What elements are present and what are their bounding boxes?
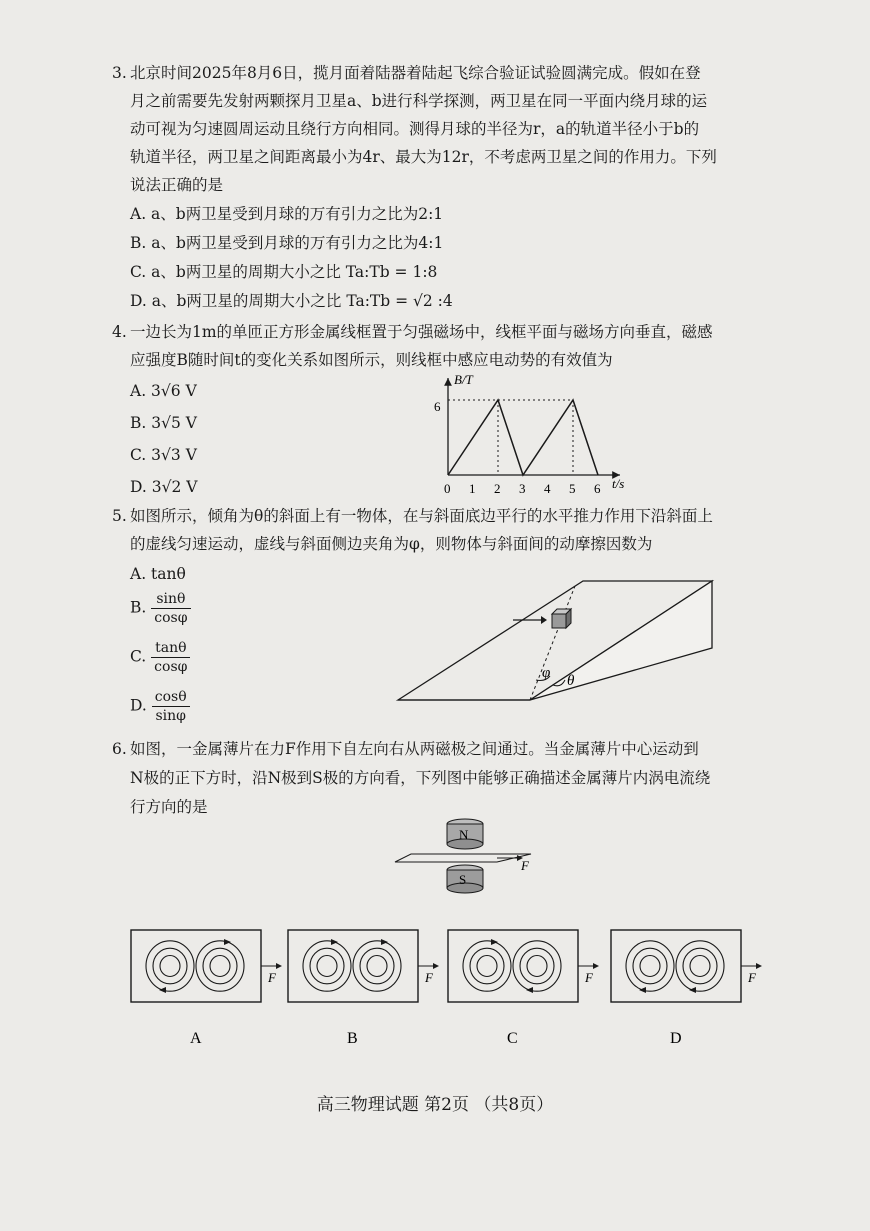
q4-stem-line-2: 应强度B随时间t的变化关系如图所示，则线框中感应电动势的有效值为 [130, 351, 613, 369]
eddy-choice-b [287, 928, 447, 1058]
q5-option-b-fraction [151, 590, 190, 627]
n-pole-label: N [459, 827, 469, 842]
b-t-graph [434, 370, 640, 500]
q5-option-b-denominator: cosφ [154, 610, 188, 626]
current-direction-arrow [159, 987, 166, 993]
page-footer: 高三物理试题 第2页 （共8页） [316, 1095, 554, 1115]
eddy-loop [367, 956, 387, 977]
x-tick-label: 2 [494, 481, 501, 496]
eddy-loop [520, 948, 554, 984]
q4-stem-line-1: 一边长为1m的单匝正方形金属线框置于匀强磁场中，线框平面与磁场方向垂直，磁感 [130, 323, 713, 341]
y-tick-label: 6 [434, 399, 441, 414]
q5-option-d-letter: D. [130, 696, 147, 715]
q5-option-c-fraction [151, 639, 190, 676]
b-t-series-line [448, 400, 598, 475]
q3-option-d: D. a、b两卫星的周期大小之比 Ta:Tb = √2 :4 [130, 292, 453, 310]
eddy-loop [633, 948, 667, 984]
q3-stem-line-3: 动可视为匀速圆周运动且绕行方向相同。测得月球的半径为r，a的轨道半径小于b的 [130, 120, 700, 138]
x-tick-label: 5 [569, 481, 576, 496]
current-direction-arrow [331, 939, 338, 945]
eddy-loop [690, 956, 710, 977]
q5-number: 5. [112, 507, 127, 525]
eddy-choice-d [610, 928, 770, 1058]
eddy-loop [210, 956, 230, 977]
current-direction-arrow [639, 987, 646, 993]
eddy-loop [683, 948, 717, 984]
force-label: F [521, 858, 529, 873]
choice-label: D [670, 1030, 682, 1047]
phi-label: φ [542, 665, 551, 681]
q4-option-c: C. 3√3 V [130, 446, 197, 464]
x-tick-label: 3 [519, 481, 526, 496]
q3-stem-line-4: 轨道半径，两卫星之间距离最小为4r、最大为12r，不考虑两卫星之间的作用力。下列 [130, 148, 717, 166]
eddy-loop [477, 956, 497, 977]
q5-option-c-denominator: cosφ [154, 659, 188, 675]
x-tick-label: 1 [469, 481, 476, 496]
eddy-choice-c [447, 928, 607, 1058]
force-label: F [268, 970, 276, 985]
q3-stem-line-2: 月之前需要先发射两颗探月卫星a、b进行科学探测，两卫星在同一平面内绕月球的运 [130, 92, 708, 110]
q3-option-a: A. a、b两卫星受到月球的万有引力之比为2:1 [130, 205, 444, 223]
current-direction-arrow [689, 987, 696, 993]
eddy-loop [203, 948, 237, 984]
eddy-loop [310, 948, 344, 984]
q5-option-b [130, 590, 191, 627]
x-tick-label: 4 [544, 481, 551, 496]
eddy-loop [360, 948, 394, 984]
s-pole-label: S [459, 872, 467, 887]
current-direction-arrow [526, 987, 533, 993]
current-direction-arrow [224, 939, 231, 945]
q5-option-c-letter: C. [130, 647, 147, 666]
eddy-loop [160, 956, 180, 977]
choice-label: C [507, 1030, 518, 1047]
q5-option-b-numerator: sinθ [151, 590, 190, 609]
q5-option-d-denominator: sinφ [155, 708, 186, 724]
q5-option-c-numerator: tanθ [151, 639, 190, 658]
q6-stem-line-3: 行方向的是 [130, 798, 208, 816]
q3-option-b: B. a、b两卫星受到月球的万有引力之比为4:1 [130, 234, 444, 252]
eddy-loop [640, 956, 660, 977]
q5-option-d-numerator: cosθ [152, 688, 190, 707]
q3-option-c: C. a、b两卫星的周期大小之比 Ta:Tb = 1:8 [130, 263, 438, 281]
block [552, 609, 571, 628]
current-direction-arrow [491, 939, 498, 945]
q6-stem-line-1: 如图，一金属薄片在力F作用下自左向右从两磁极之间通过。当金属薄片中心运动到 [130, 740, 699, 758]
q6-number: 6. [112, 740, 127, 758]
force-label: F [425, 970, 433, 985]
eddy-loop [317, 956, 337, 977]
eddy-loop [153, 948, 187, 984]
q4-number: 4. [112, 323, 127, 341]
eddy-loop [527, 956, 547, 977]
q5-option-b-letter: B. [130, 598, 147, 617]
q4-option-a: A. 3√6 V [130, 382, 197, 400]
magnet-figure [393, 822, 553, 897]
incline-side-face [530, 581, 712, 700]
x-tick-label: 6 [594, 481, 601, 496]
theta-label: θ [567, 673, 575, 689]
choice-label: B [347, 1030, 358, 1047]
x-tick-label: 0 [444, 481, 451, 496]
q3-stem-line-5: 说法正确的是 [130, 176, 224, 194]
q4-option-b: B. 3√5 V [130, 414, 197, 432]
b-axis-label: B/T [454, 372, 473, 387]
q5-option-c [130, 639, 190, 676]
q5-option-d-fraction [152, 688, 190, 725]
q5-stem-line-2: 的虚线匀速运动，虚线与斜面侧边夹角为φ，则物体与斜面间的动摩擦因数为 [130, 535, 653, 553]
q5-stem-line-1: 如图所示，倾角为θ的斜面上有一物体，在与斜面底边平行的水平推力作用下沿斜面上 [130, 507, 713, 525]
t-axis-label: t/s [612, 476, 625, 491]
incline-figure [395, 578, 725, 708]
force-label: F [585, 970, 593, 985]
current-direction-arrow [381, 939, 388, 945]
q4-option-d: D. 3√2 V [130, 478, 198, 496]
eddy-loop [470, 948, 504, 984]
q3-number: 3. [112, 64, 127, 82]
q5-option-d [130, 688, 190, 725]
q6-stem-line-2: N极的正下方时，沿N极到S极的方向看，下列图中能够正确描述金属薄片内涡电流绕 [130, 769, 711, 787]
eddy-choice-a [130, 928, 290, 1058]
force-label: F [748, 970, 756, 985]
q3-stem-line-1: 北京时间2025年8月6日，揽月面着陆器着陆起飞综合验证试验圆满完成。假如在登 [130, 64, 701, 82]
q5-option-a: A. tanθ [130, 565, 186, 583]
choice-label: A [190, 1030, 202, 1047]
